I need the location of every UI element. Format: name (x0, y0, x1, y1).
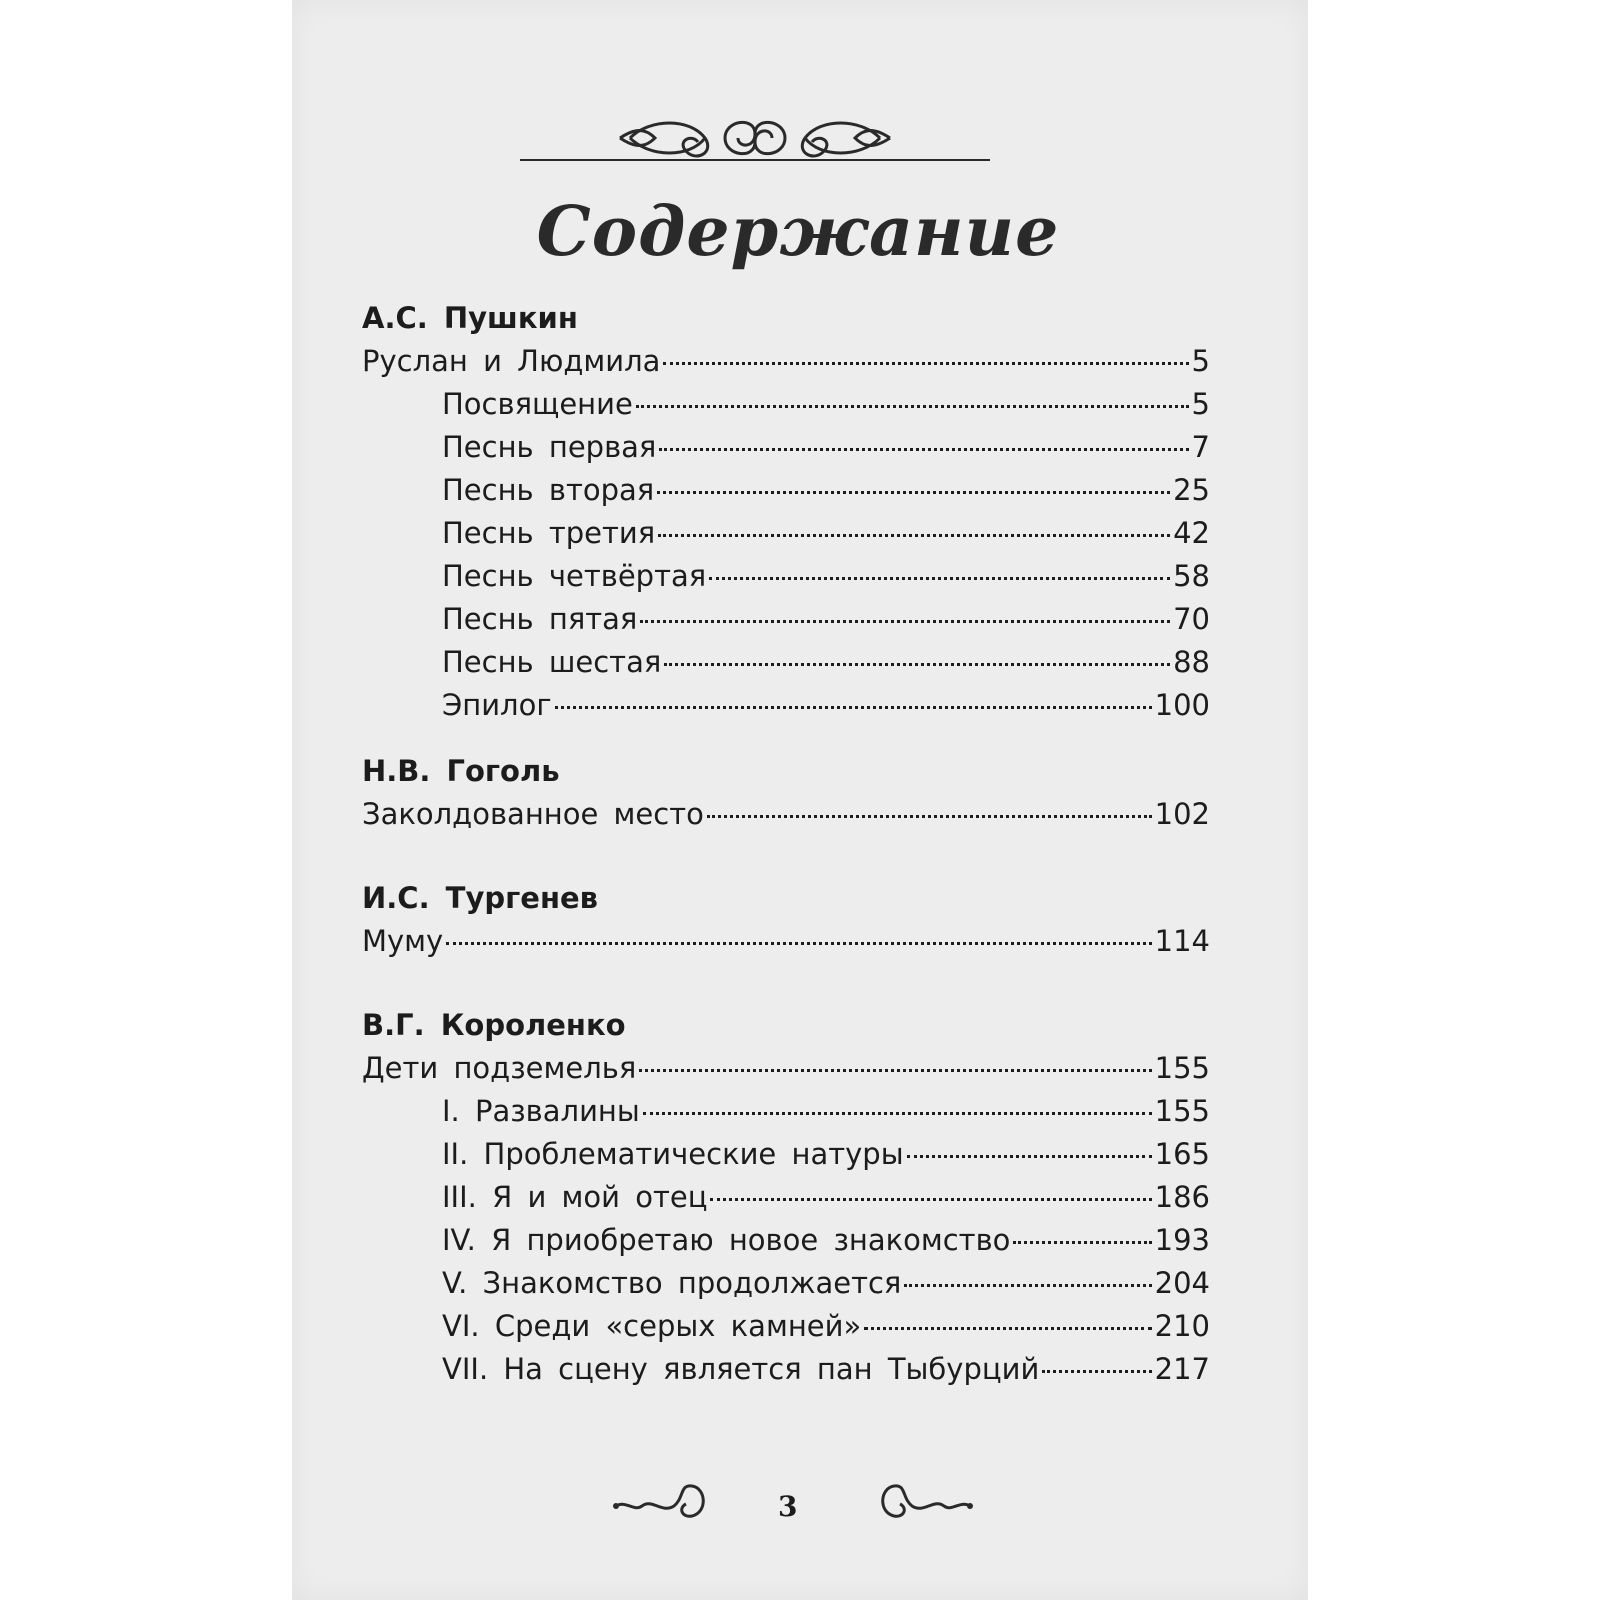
section-spacer (362, 727, 1210, 749)
entry-page-number: 186 (1154, 1180, 1210, 1214)
entry-title: Песнь шестая (442, 645, 662, 679)
entry-title: Заколдованное место (362, 797, 704, 831)
dot-leader (446, 942, 1151, 945)
entry-page-number: 5 (1191, 387, 1210, 421)
author-heading: Н.В. Гоголь (362, 754, 560, 788)
author-heading: И.С. Тургенев (362, 881, 599, 915)
entry-page-number: 100 (1154, 688, 1210, 722)
entry-title: VI. Среди «серых камней» (442, 1309, 862, 1343)
toc-entry[interactable] (362, 641, 1210, 684)
section-spacer (362, 963, 1210, 1003)
toc-entry[interactable] (362, 555, 1210, 598)
entry-title: Песнь третия (442, 516, 656, 550)
entry-title: Посвящение (442, 387, 633, 421)
entry-title: Дети подземелья (362, 1051, 637, 1085)
entry-title: Муму (362, 924, 444, 958)
dot-leader (555, 706, 1152, 709)
entry-page-number: 58 (1173, 559, 1210, 593)
swirl-right-icon (870, 1478, 974, 1528)
entry-title: Эпилог (442, 688, 552, 722)
dot-leader (639, 1069, 1151, 1072)
dot-leader (710, 1198, 1151, 1201)
toc-entry[interactable] (362, 426, 1210, 469)
swirl-left-icon (612, 1478, 716, 1528)
entry-page-number: 25 (1173, 473, 1210, 507)
entry-page-number: 7 (1191, 430, 1210, 464)
toc-entry[interactable] (362, 793, 1210, 836)
dot-leader (707, 815, 1152, 818)
entry-page-number: 204 (1154, 1266, 1210, 1300)
entry-page-number: 114 (1154, 924, 1210, 958)
entry-title: VII. На сцену является пан Тыбурций (442, 1352, 1040, 1386)
entry-title: I. Развалины (442, 1094, 640, 1128)
author-heading: А.С. Пушкин (362, 301, 578, 335)
dot-leader (640, 620, 1170, 623)
toc-entry[interactable] (362, 469, 1210, 512)
ornament-flourish-icon (520, 108, 990, 178)
entry-page-number: 210 (1154, 1309, 1210, 1343)
toc-entry[interactable] (362, 598, 1210, 641)
entry-title: Песнь четвёртая (442, 559, 707, 593)
dot-leader (1042, 1370, 1151, 1373)
toc-entry[interactable] (362, 1090, 1210, 1133)
entry-title: Песнь пятая (442, 602, 638, 636)
table-of-contents (362, 296, 1210, 1391)
entry-page-number: 155 (1154, 1094, 1210, 1128)
entry-title: II. Проблематические натуры (442, 1137, 904, 1171)
toc-entry[interactable] (362, 920, 1210, 963)
author-heading: В.Г. Короленко (362, 1008, 626, 1042)
toc-entry[interactable] (362, 383, 1210, 426)
entry-page-number: 5 (1191, 344, 1210, 378)
entry-title: Песнь первая (442, 430, 657, 464)
toc-entry[interactable] (362, 1133, 1210, 1176)
toc-entry[interactable] (362, 1262, 1210, 1305)
page-number: 3 (778, 1490, 798, 1523)
dot-leader (636, 405, 1189, 408)
dot-leader (643, 1112, 1152, 1115)
toc-entry[interactable] (362, 340, 1210, 383)
toc-entry[interactable] (362, 1047, 1210, 1090)
entry-title: V. Знакомство продолжается (442, 1266, 902, 1300)
entry-title: Песнь вторая (442, 473, 655, 507)
toc-entry[interactable] (362, 1348, 1210, 1391)
dot-leader (907, 1155, 1152, 1158)
dot-leader (659, 448, 1188, 451)
dot-leader (657, 491, 1170, 494)
section-spacer (362, 836, 1210, 876)
entry-title: Руслан и Людмила (362, 344, 661, 378)
dot-leader (658, 534, 1170, 537)
dot-leader (904, 1284, 1151, 1287)
page-title: Содержание (536, 192, 1060, 272)
entry-title: III. Я и мой отец (442, 1180, 708, 1214)
entry-title: IV. Я приобретаю новое знакомство (442, 1223, 1011, 1257)
dot-leader (709, 577, 1170, 580)
toc-entry[interactable] (362, 684, 1210, 727)
entry-page-number: 217 (1154, 1352, 1210, 1386)
dot-leader (864, 1327, 1151, 1330)
dot-leader (1013, 1241, 1151, 1244)
toc-entry[interactable] (362, 1219, 1210, 1262)
toc-entry[interactable] (362, 512, 1210, 555)
entry-page-number: 193 (1154, 1223, 1210, 1257)
toc-entry[interactable] (362, 1305, 1210, 1348)
dot-leader (664, 663, 1170, 666)
entry-page-number: 102 (1154, 797, 1210, 831)
entry-page-number: 88 (1173, 645, 1210, 679)
dot-leader (663, 362, 1188, 365)
toc-entry[interactable] (362, 1176, 1210, 1219)
entry-page-number: 42 (1173, 516, 1210, 550)
entry-page-number: 155 (1154, 1051, 1210, 1085)
entry-page-number: 165 (1154, 1137, 1210, 1171)
entry-page-number: 70 (1173, 602, 1210, 636)
